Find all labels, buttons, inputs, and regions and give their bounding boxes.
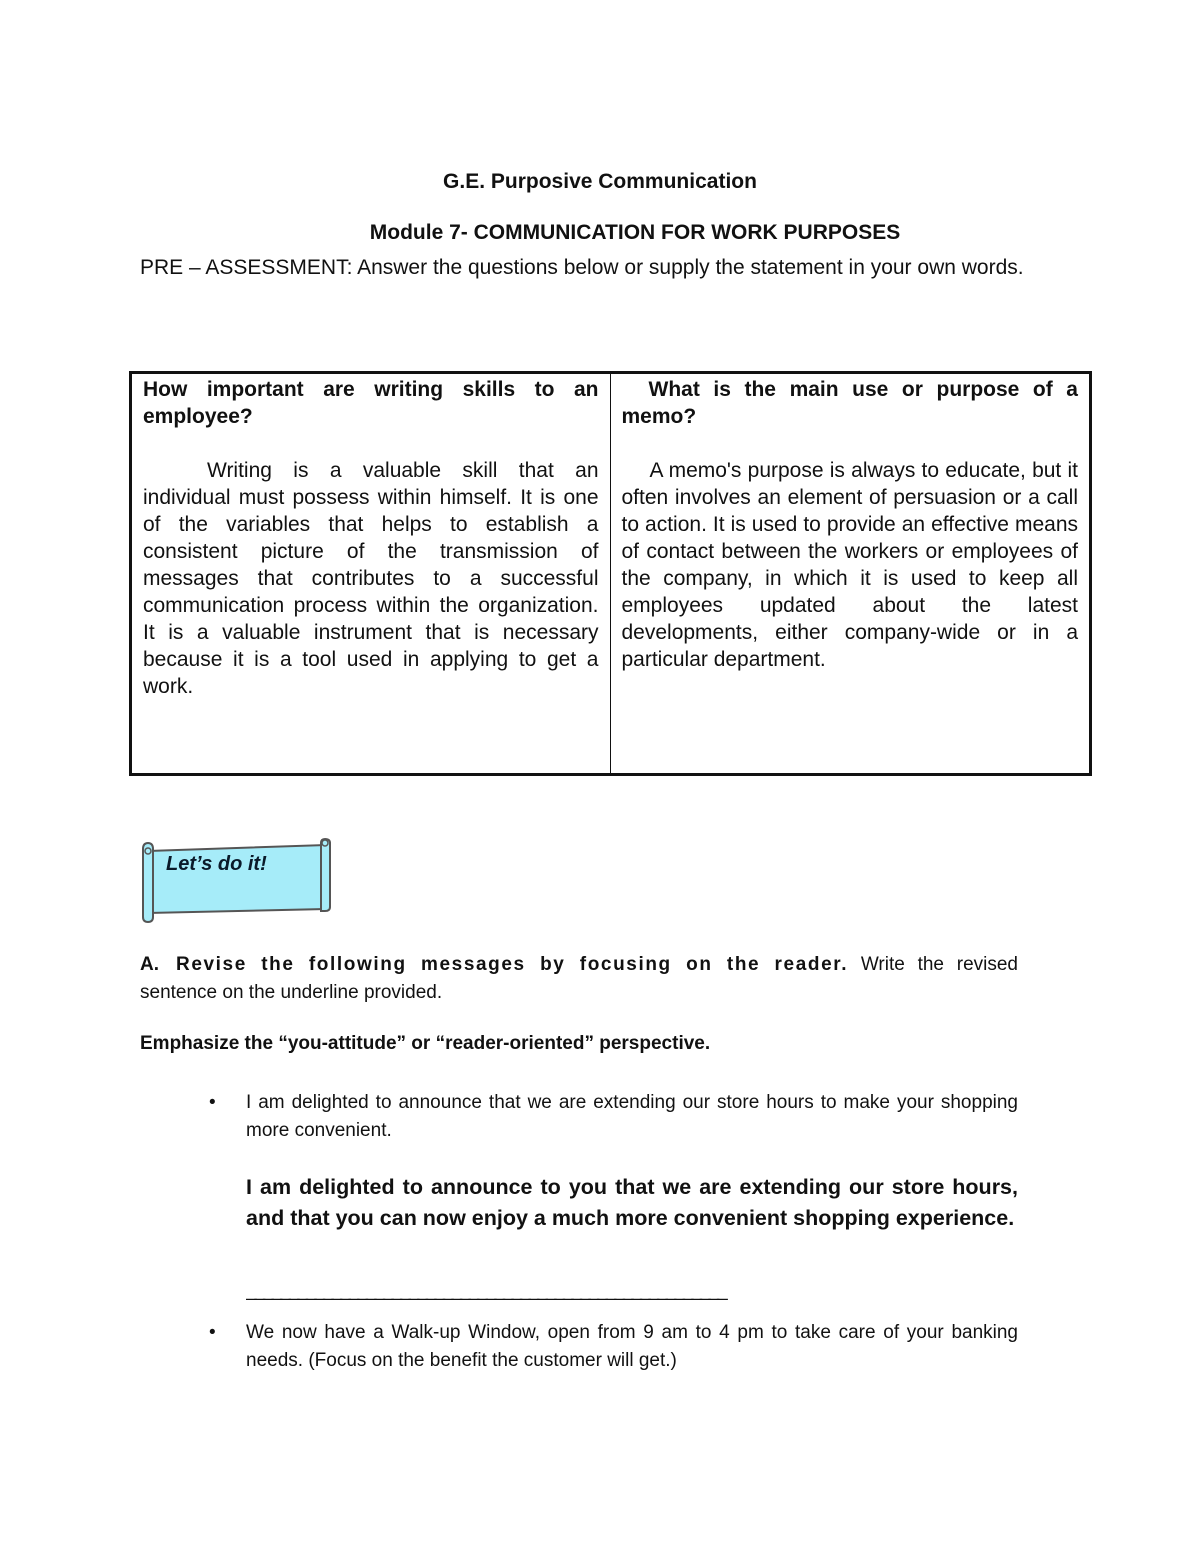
list-item <box>209 1319 1018 1375</box>
question-cell-writing-skills <box>132 374 611 773</box>
section-a-marker: A. <box>140 954 159 975</box>
module-title: Module 7- COMMUNICATION FOR WORK PURPOSES <box>369 221 901 244</box>
answer-underline: ________________________________________________________ <box>246 1280 726 1301</box>
section-a-bold-text: Revise the following messages by focusing on the reader. <box>176 954 849 975</box>
course-title: G.E. Purposive Communication <box>443 170 757 193</box>
banner-label: Let’s do it! <box>166 853 267 875</box>
item-prompt: I am delighted to announce that we are extending our store hours to make your shopping more convenient. <box>246 1092 1018 1141</box>
bullet-icon: • <box>209 1092 216 1113</box>
emphasis-instruction: Emphasize the “you-attitude” or “reader-oriented” perspective. <box>140 1033 711 1054</box>
item-answer: I am delighted to announce to you that we are extending our store hours, and that you can now enjoy a much more convenient shopping experience. <box>246 1175 1018 1230</box>
answer-writing-skills: Writing is a valuable skill that an individual must possess within himself. It is one of the variables that helps to establish a consistent picture of the transmission of messages that contributes to a successful communication process within the organization. It is a valuable instrument that is necessary because it is a tool used in applying to get a work. <box>143 459 599 698</box>
item-prompt: We now have a Walk-up Window, open from 9 am to 4 pm to take care of your banking needs. (Focus on the benefit the customer will get.) <box>246 1322 1018 1371</box>
answer-memo-purpose: A memo's purpose is always to educate, but it often involves an element of persuasion or a call to action. It is used to provide an effective means of contact between the workers or employees of the company, in which it is used to keep all employees updated about the latest developments, either company-wide or in a particular department. <box>621 459 1078 671</box>
section-a-instruction <box>140 951 1018 1007</box>
lets-do-it-banner <box>140 837 332 923</box>
list-item <box>209 1089 1018 1145</box>
question-cell-memo-purpose <box>611 374 1090 773</box>
question-writing-skills: How important are writing skills to an employee? <box>143 378 599 428</box>
section-a-rest-text: Write the revised sentence on the underline provided. <box>140 954 1019 1003</box>
bullet-icon: • <box>209 1322 216 1343</box>
pre-assessment-table <box>129 371 1092 776</box>
pre-assessment-instructions: PRE – ASSESSMENT: Answer the questions below or supply the statement in your own words. <box>140 256 1024 279</box>
scroll-banner-icon <box>140 837 332 923</box>
question-memo-purpose: What is the main use or purpose of a memo? <box>621 378 1078 428</box>
